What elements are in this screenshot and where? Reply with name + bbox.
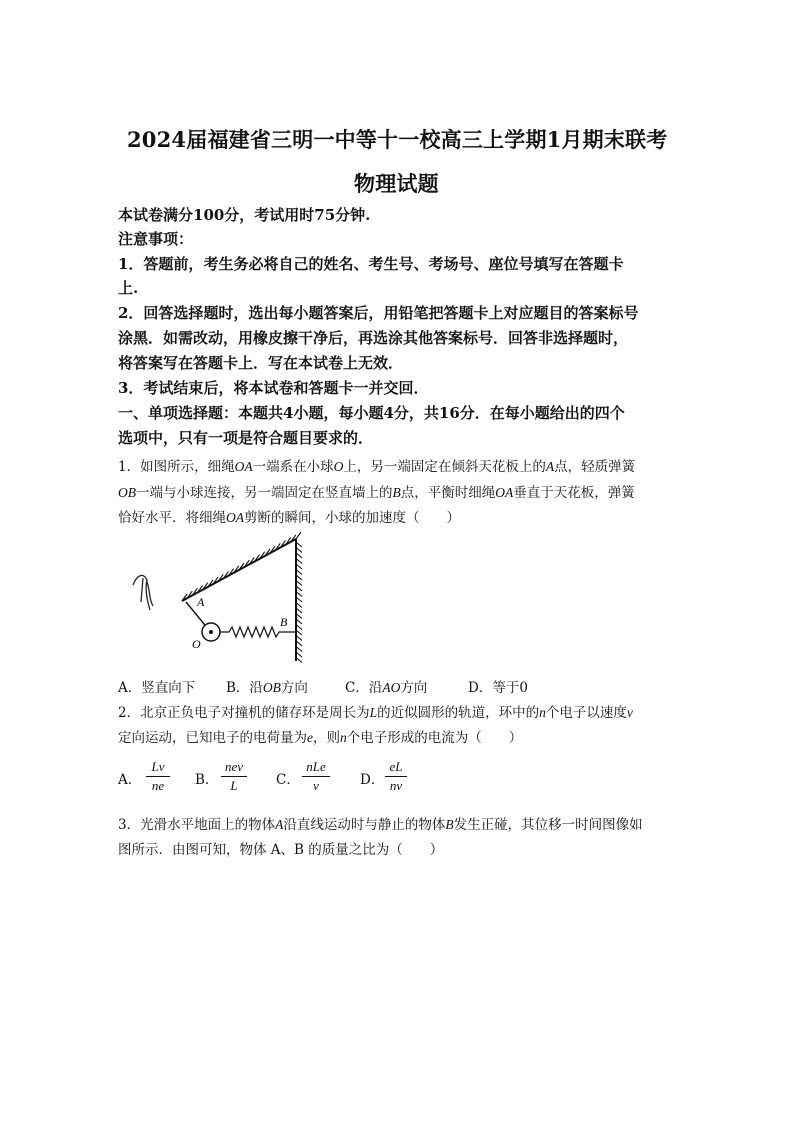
var-b: B: [392, 485, 401, 500]
label-b: B: [280, 615, 288, 629]
var-v: v: [626, 705, 633, 720]
notice-title: 注意事项：: [118, 230, 194, 248]
page-subtitle: 物理试题: [354, 171, 439, 196]
var-e: e: [307, 730, 313, 745]
q2-line-1: 2．北京正负电子对撞机的储存环是周长为L的近似圆形的轨道，环中的n个电子以速度v: [118, 705, 633, 721]
var-o: O: [333, 459, 344, 474]
var-n: n: [539, 705, 546, 720]
q2-option-d-fraction[interactable]: eL nv: [385, 759, 407, 794]
q1-line-2: OB一端与小球连接，另一端固定在竖直墙上的B点，平衡时细绳OA垂直于天花板，弹簧: [118, 485, 635, 501]
notice-1-line-1: 1．答题前，考生务必将自己的姓名、考生号、考场号、座位号填写在答题卡: [118, 255, 624, 273]
q3-line-2: 图所示．由图可知，物体 A、B 的质量之比为（ ）: [118, 842, 444, 858]
q2-option-b-fraction[interactable]: nev L: [221, 759, 247, 794]
var-a: A: [275, 817, 284, 832]
q2-option-a-letter[interactable]: A．: [118, 772, 142, 788]
section-heading-line-2: 选项中，只有一项是符合题目要求的．: [118, 429, 374, 447]
exam-info: 本试卷满分100分，考试用时75分钟.: [118, 206, 371, 224]
notice-2-line-1: 2．回答选择题时，选出每小题答案后，用铅笔把答题卡上对应题目的答案标号: [118, 304, 639, 322]
notice-2-line-3: 将答案写在答题卡上．写在本试卷上无效．: [118, 354, 404, 372]
q2-option-c-fraction[interactable]: nLe v: [302, 759, 330, 794]
ball-center: [209, 630, 213, 634]
q1-line-1: 1．如图所示，细绳OA一端系在小球O上，另一端固定在倾斜天花板上的A点，轻质弹簧: [118, 459, 636, 475]
var-oa: OA: [226, 510, 244, 525]
var-ob: OB: [118, 485, 136, 500]
hatch-mark: [296, 532, 301, 539]
page-title: 2024届福建省三明一中等十一校高三上学期1月期末联考: [127, 127, 668, 152]
var-l: L: [369, 705, 378, 720]
q2-option-c-letter[interactable]: C．: [276, 772, 300, 788]
q1-figure: [125, 530, 315, 666]
var-oa: OA: [495, 485, 514, 500]
section-heading-line-1: 一、单项选择题：本题共4小题，每小题4分，共16分．在每小题给出的四个: [118, 404, 625, 422]
q2-option-d-letter[interactable]: D．: [360, 772, 385, 788]
q2-option-b-letter[interactable]: B．: [195, 772, 219, 788]
scribble-mark: [133, 575, 153, 610]
notice-3: 3．考试结束后，将本试卷和答题卡一并交回．: [118, 379, 429, 397]
notice-1-line-2: 上.: [118, 279, 139, 297]
label-a: A: [197, 595, 205, 609]
var-n: n: [340, 730, 347, 745]
q1-line-3: 恰好水平．将细绳OA剪断的瞬间，小球的加速度（ ）: [118, 510, 460, 526]
notice-2-line-2: 涂黑．如需改动，用橡皮擦干净后，再选涂其他答案标号．回答非选择题时，: [118, 329, 629, 347]
q1-option-b[interactable]: B．沿OB方向: [226, 680, 308, 696]
var-a: A: [545, 459, 555, 474]
q3-line-1: 3．光滑水平地面上的物体A沿直线运动时与静止的物体B发生正碰，其位移一时间图像如: [118, 817, 643, 833]
q1-option-d[interactable]: D．等于0: [468, 680, 528, 696]
q1-option-a[interactable]: A．竖直向下: [118, 680, 196, 696]
q2-option-a-fraction[interactable]: Lv ne: [146, 759, 170, 794]
label-o: O: [192, 637, 201, 651]
var-oa: OA: [234, 459, 253, 474]
var-b: B: [445, 817, 454, 832]
q2-line-2: 定向运动，已知电子的电荷量为e，则n个电子形成的电流为（ ）: [118, 730, 523, 746]
q1-option-c[interactable]: C．沿AO方向: [345, 680, 428, 696]
